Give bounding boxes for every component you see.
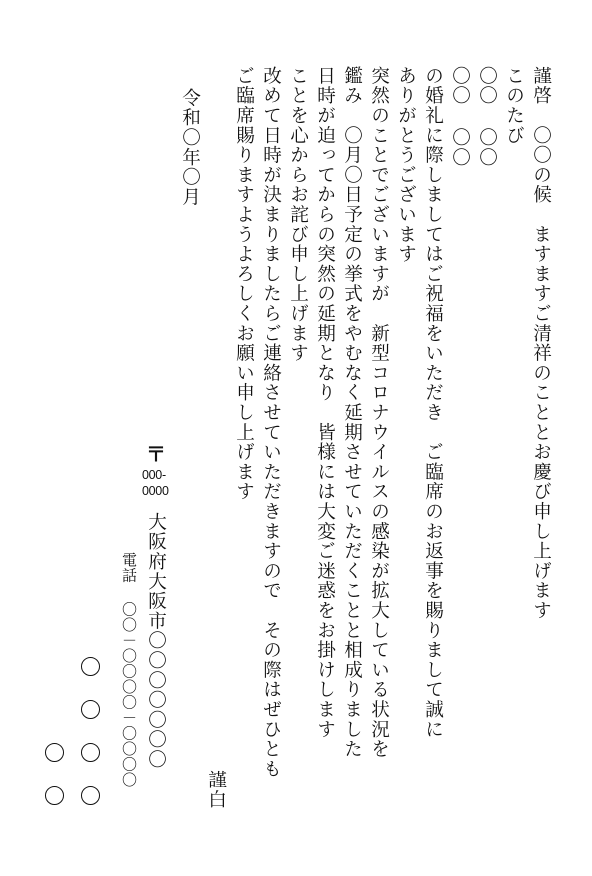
- letter-line-8: 鑑み 〇月〇日予定の挙式をやむなく延期させていただくことと相成りました: [341, 66, 363, 759]
- letter-line-3: 〇〇 〇〇: [476, 66, 498, 168]
- letter-line-7: 突然のことでございますが 新型コロナウイルスの感染が拡大している状況を: [368, 66, 390, 759]
- letter-line-2: このたび: [503, 66, 525, 146]
- letter-line-12: ご臨席賜りますようよろしくお願い申し上げます: [233, 66, 255, 502]
- letter-line-4: 〇〇 〇〇: [449, 66, 471, 168]
- name-placeholder-circle: [45, 786, 64, 805]
- letter-line-10: ことを心からお詫び申し上げます: [287, 66, 309, 363]
- name-placeholder-circle: [81, 657, 100, 676]
- sender-phone: 電話 〇〇－〇〇〇〇－〇〇〇〇: [120, 552, 138, 788]
- letter-line-9: 日時が迫ってからの突然の延期となり 皆様には大変ご迷惑をお掛けします: [314, 66, 336, 740]
- postal-code-bottom: 0000: [142, 484, 169, 498]
- name-placeholder-circle: [81, 786, 100, 805]
- name-placeholder-circle: [81, 743, 100, 762]
- letter-line-5: の婚礼に際しましてはご祝福をいただき ご臨席のお返事を賜りまして誠に: [422, 66, 444, 740]
- sender-address: 大阪府大阪市〇〇〇〇〇〇〇: [145, 512, 167, 770]
- name-placeholder-circle: [81, 700, 100, 719]
- letter-line-6: ありがとうございます: [395, 66, 417, 264]
- letter-line-1: 謹啓 〇〇の候 ますますご清祥のこととお慶び申し上げます: [530, 66, 552, 621]
- letter-line-11: 改めて日時が決まりましたらご連絡させていただきますので その際はぜひとも: [260, 66, 282, 779]
- postal-mark: 〒: [146, 442, 166, 466]
- closing-text: 謹白: [205, 770, 227, 810]
- name-placeholder-circle: [45, 743, 64, 762]
- letter-date: 令和〇年〇月: [179, 88, 201, 207]
- postal-code-top: 000-: [142, 468, 166, 482]
